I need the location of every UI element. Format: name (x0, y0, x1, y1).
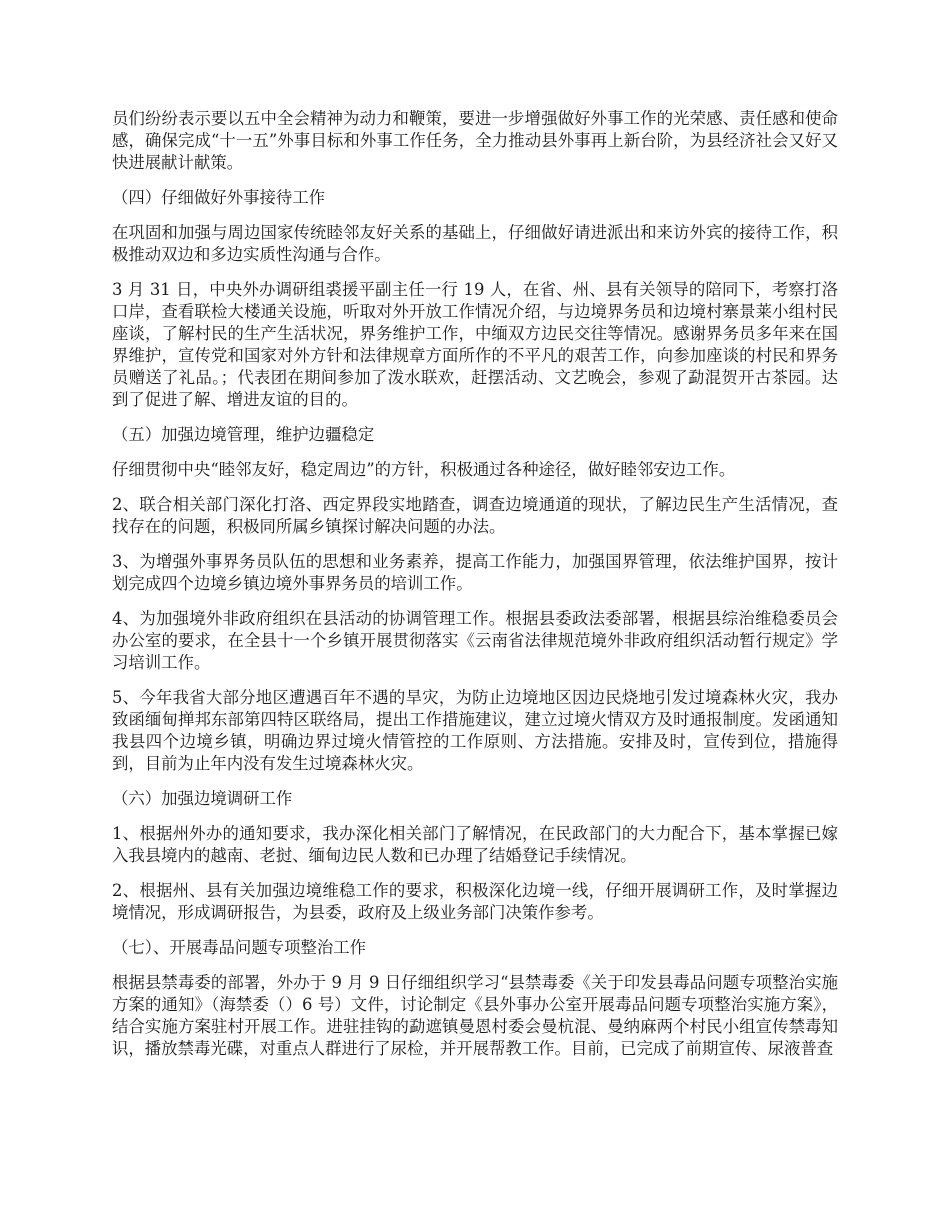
section-heading-7: （七）、开展毒品问题专项整治工作 (112, 938, 367, 957)
paragraph-march-visit: 3 月 31 日，中央外办调研组裘援平副主任一行 19 人，在省、州、县有关领导的陪同下，考察打洛口岸，查看联检大楼通关设施，听取对外开放工作情况介绍，与边境界务员和边境村寨景莱小组村民座谈，了解村民的生产生活状况，界务维护工作，中缅双方边民交往等情况。感谢界务员多年来在国界维护，宣传党和国家对外方针和法律规章方面所作的不平凡的艰苦工作，向参加座谈的村民和界务员赠送了礼品。；代表团在期间参加了泼水联欢，赶摆活动、文艺晚会，参观了勐混贺开古茶园。达到了促进了解、增进友谊的目的。 (112, 280, 838, 409)
paragraph-border-policy: 仔细贯彻中央“睦邻友好，稳定周边”的方针，积极通过各种途径，做好睦邻安边工作。 (112, 460, 736, 479)
section-heading-5: （五）加强边境管理，维护边疆稳定 (112, 425, 375, 444)
paragraph-reception-overview: 在巩固和加强与周边国家传统睦邻友好关系的基础上，仔细做好请进派出和来访外宾的接待工作，积极推动双边和多边实质性沟通与合作。 (112, 223, 838, 264)
paragraph-item-5-fire: 5、今年我省大部分地区遭遇百年不遇的旱灾，为防止边境地区因边民烧地引发过境森林火灾，我办致函缅甸掸邦东部第四特区联络局，提出工作措施建议，建立过境火情双方及时通报制度。发函通知我县四个边境乡镇，明确边界过境火情管控的工作原则、方法措施。安排及时，宣传到位，措施得到，目前为止年内没有发生过境森林火灾。 (112, 688, 838, 773)
paragraph-item-3-training: 3、为增强外事界务员队伍的思想和业务素养，提高工作能力，加强国界管理，依法维护国界，按计划完成四个边境乡镇边境外事界务员的培训工作。 (112, 552, 838, 593)
paragraph-intro-conclusion: 员们纷纷表示要以五中全会精神为动力和鞭策，要进一步增强做好外事工作的光荣感、责任感和使命感，确保完成“十一五”外事目标和外事工作任务，全力推动县外事再上新台阶，为县经济社会又好又快进展献计献策。 (112, 109, 838, 172)
section-heading-4: （四）仔细做好外事接待工作 (112, 188, 326, 207)
paragraph-research-2: 2、根据州、县有关加强边境维稳工作的要求，积极深化边境一线，仔细开展调研工作，及时掌握边境情况，形成调研报告，为县委，政府及上级业务部门决策作参考。 (112, 881, 838, 922)
paragraph-item-2-survey: 2、联合相关部门深化打洛、西定界段实地踏查，调查边境通道的现状，了解边民生产生活情况，查找存在的问题，积极同所属乡镇探讨解决问题的办法。 (112, 495, 838, 536)
section-heading-6: （六）加强边境调研工作 (112, 789, 293, 808)
paragraph-drug-campaign: 根据县禁毒委的部署，外办于 9 月 9 日仔细组织学习“县禁毒委《关于印发县毒品问题专项整治实施方案的通知》（海禁委（）6 号）文件，讨论制定《县外事办公室开展毒品问题专项整治实施方案》，结合实施方案驻村开展工作。进驻挂钩的勐遮镇曼恩村委会曼杭混、曼纳麻两个村民小组宣传禁毒知识，播放禁毒光碟，对重点人群进行了尿检，并开展帮教工作。目前，已完成了前期宣传、尿液普查 (112, 973, 838, 1058)
paragraph-research-1: 1、根据州外办的通知要求，我办深化相关部门了解情况，在民政部门的大力配合下，基本掌握已嫁入我县境内的越南、老挝、缅甸边民人数和已办理了结婚登记手续情况。 (112, 824, 838, 865)
paragraph-item-4-ngo: 4、为加强境外非政府组织在县活动的协调管理工作。根据县委政法委部署，根据县综治维稳委员会办公室的要求，在全县十一个乡镇开展贯彻落实《云南省法律规范境外非政府组织活动暂行规定》学习培训工作。 (112, 609, 838, 672)
